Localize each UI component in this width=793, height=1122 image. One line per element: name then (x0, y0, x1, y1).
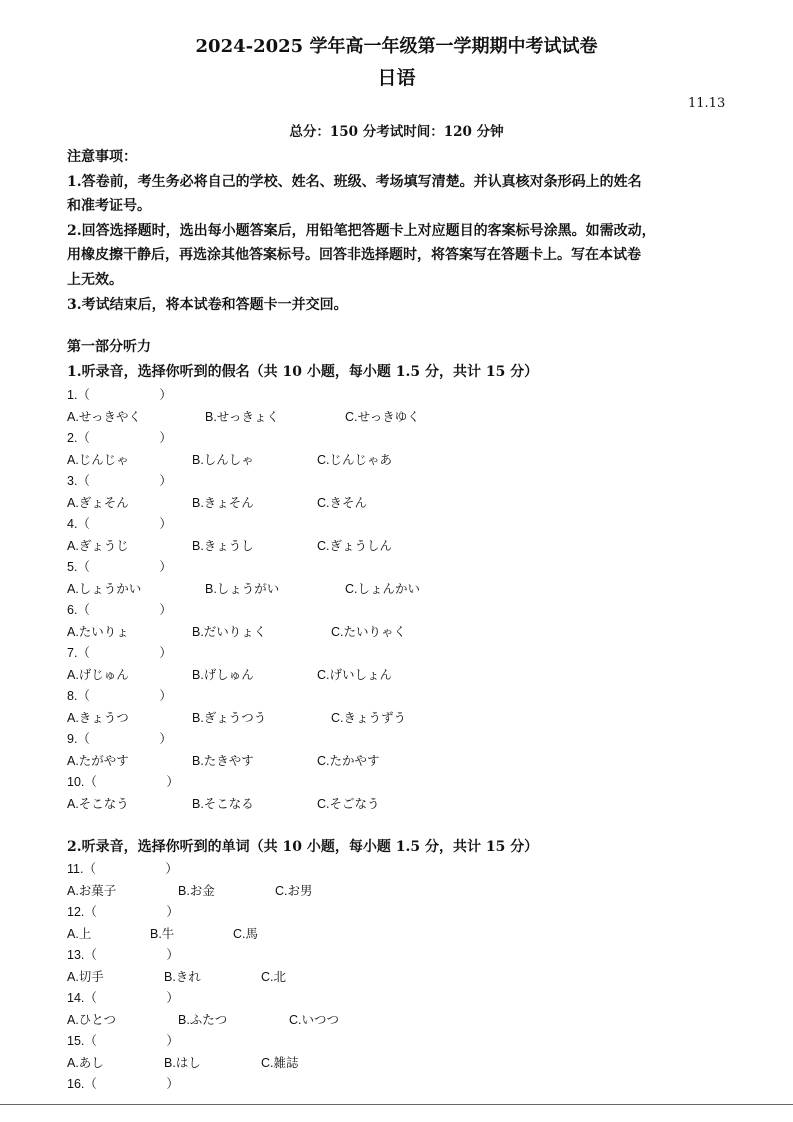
option-c: C.馬 (233, 927, 259, 941)
question-number: 8.（ ） (67, 689, 172, 703)
question-number: 16.（ ） (67, 1077, 179, 1091)
question-number: 5.（ ） (67, 560, 172, 574)
option-c: C.お男 (275, 884, 313, 898)
option-a: A.切手 (67, 970, 104, 984)
option-c: C.ぎょうしん (317, 539, 393, 553)
option-c: C.たいりゃく (331, 625, 407, 639)
option-b: B.そこなる (192, 797, 254, 811)
option-a: A.あし (67, 1056, 104, 1070)
section2-heading: 2.听录音，选择你听到的单词（共 10 小题，每小题 1.5 分，共计 15 分） (67, 839, 539, 855)
option-b: B.しんしゃ (192, 453, 254, 467)
option-a: A.お菓子 (67, 884, 117, 898)
notes-heading: 注意事项： (67, 149, 137, 165)
option-b: B.きょそん (192, 496, 254, 510)
option-b: B.しょうがい (205, 582, 280, 596)
option-c: C.いつつ (289, 1013, 340, 1027)
note-item-2c: 上无效。 (67, 271, 123, 288)
option-a: A.しょうかい (67, 582, 142, 596)
option-a: A.げじゅん (67, 668, 129, 682)
option-c: C.げいしょん (317, 668, 393, 682)
option-c: C.北 (261, 970, 287, 984)
question-number: 14.（ ） (67, 991, 179, 1005)
question-number: 11.（ ） (67, 862, 178, 876)
question-number: 3.（ ） (67, 474, 172, 488)
option-b: B.だいりょく (192, 625, 267, 639)
page-bottom-border (0, 1104, 793, 1105)
option-c: C.たかやす (317, 754, 380, 768)
option-b: B.はし (164, 1056, 201, 1070)
question-number: 10.（ ） (67, 775, 179, 789)
option-c: C.きょうずう (331, 711, 407, 725)
question-number: 12.（ ） (67, 905, 179, 919)
option-b: B.牛 (150, 927, 175, 941)
note-item-1a: 1.答卷前，考生务必将自己的学校、姓名、班级、考场填写清楚。并认真核对条形码上的姓名 (67, 173, 642, 190)
exam-date: 11.13 (688, 96, 726, 111)
option-a: A.たいりょ (67, 625, 129, 639)
score-time-line: 总分：150 分考试时间：120 分钟 (289, 124, 504, 140)
option-c: C.そごなう (317, 797, 380, 811)
option-a: A.ぎょそん (67, 496, 129, 510)
option-c: C.せっきゆく (345, 410, 420, 424)
notes-block (67, 145, 735, 317)
option-c: C.しょんかい (345, 582, 421, 596)
note-item-3: 3.考试结束后，将本试卷和答题卡一并交回。 (67, 296, 348, 313)
option-b: B.せっきょく (205, 410, 280, 424)
option-b: B.お金 (178, 884, 215, 898)
note-item-1b: 和准考证号。 (67, 198, 151, 215)
question-number: 6.（ ） (67, 603, 172, 617)
option-b: B.たきやす (192, 754, 254, 768)
question-number: 1.（ ） (67, 388, 172, 402)
option-a: A.せっきやく (67, 410, 142, 424)
note-item-2b: 用橡皮擦干静后，再选涂其他答案标号。回答非选择题时，将答案写在答题卡上。写在本试卷 (67, 247, 641, 264)
option-a: A.ぎょうじ (67, 539, 129, 553)
question-number: 13.（ ） (67, 948, 179, 962)
option-b: B.きれ (164, 970, 201, 984)
option-b: B.げしゅん (192, 668, 254, 682)
exam-subject: 日语 (377, 67, 416, 89)
option-a: A.たがやす (67, 754, 129, 768)
section1-heading: 1.听录音，选择你听到的假名（共 10 小题，每小题 1.5 分，共计 15 分） (67, 364, 539, 380)
option-c: C.雑誌 (261, 1056, 299, 1070)
option-b: B.ふたつ (178, 1013, 228, 1027)
option-a: A.きょうつ (67, 711, 129, 725)
question-number: 4.（ ） (67, 517, 172, 531)
note-item-2a: 2.回答选择题时，选出每小题答案后，用铅笔把答题卡上对应题目的客案标号涂黑。如需改动， (67, 222, 656, 239)
question-number: 9.（ ） (67, 732, 172, 746)
part1-title: 第一部分听力 (67, 339, 151, 355)
option-a: A.じんじゃ (67, 453, 129, 467)
question-number: 7.（ ） (67, 646, 172, 660)
option-c: C.きそん (317, 496, 368, 510)
option-a: A.上 (67, 927, 92, 941)
option-b: B.きょうし (192, 539, 254, 553)
question-number: 2.（ ） (67, 431, 172, 445)
exam-title: 2024-2025 学年高一年级第一学期期中考试试卷 (195, 36, 598, 57)
question-number: 15.（ ） (67, 1034, 179, 1048)
option-a: A.ひとつ (67, 1013, 117, 1027)
option-a: A.そこなう (67, 797, 129, 811)
option-b: B.ぎょうつう (192, 711, 267, 725)
option-c: C.じんじゃあ (317, 453, 393, 467)
